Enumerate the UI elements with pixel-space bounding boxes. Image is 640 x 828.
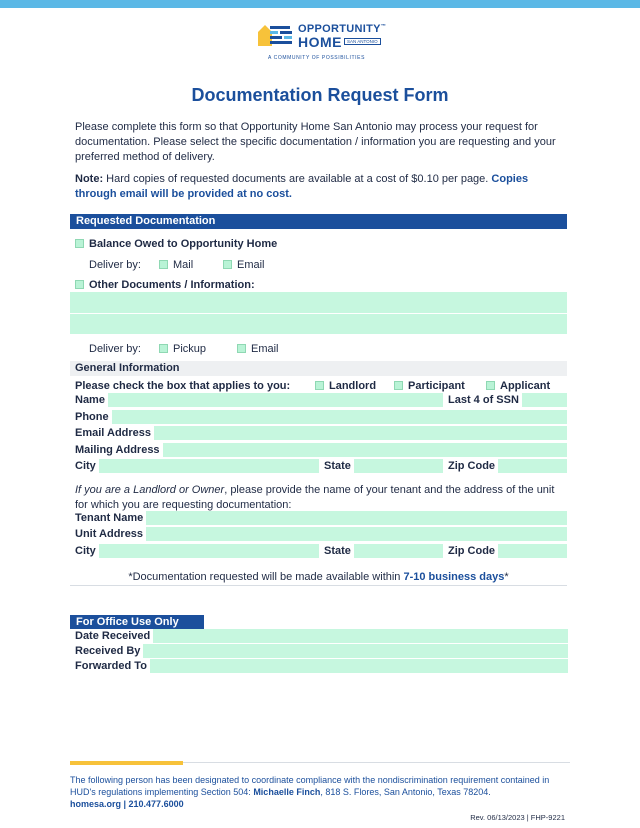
balance-owed-option[interactable]: Balance Owed to Opportunity Home [75, 237, 277, 251]
other-documents-option[interactable]: Other Documents / Information: [75, 278, 255, 292]
date-received-label: Date Received [70, 629, 153, 644]
landlord-option[interactable]: Landlord [315, 379, 376, 393]
logo-home: HOME [298, 34, 342, 50]
deliver-email-option-1[interactable]: Email [223, 258, 265, 272]
unit-address-row[interactable] [70, 527, 567, 542]
unit-address-label: Unit Address [70, 527, 146, 542]
pickup-checkbox[interactable] [159, 344, 168, 353]
balance-owed-checkbox[interactable] [75, 239, 84, 248]
received-by-row[interactable] [70, 644, 568, 659]
deliver-email-option-2[interactable]: Email [237, 342, 279, 356]
forwarded-to-row[interactable] [70, 659, 568, 674]
tenant-name-row[interactable] [70, 511, 567, 526]
tenant-city-state-zip-row[interactable] [70, 544, 567, 559]
tenant-zip-label: Zip Code [443, 544, 498, 559]
ssn-label: Last 4 of SSN [443, 393, 522, 408]
email-address-row[interactable] [70, 426, 567, 441]
intro-paragraph: Please complete this form so that Opportunity Home San Antonio may process your request for documentation. Please select the specific documentation / information you are requesting and your preferred method of delivery. [75, 121, 556, 163]
phone-label: Phone [70, 410, 112, 425]
zip-label: Zip Code [443, 459, 498, 474]
logo-tagline: A COMMUNITY OF POSSIBILITIES [268, 55, 365, 61]
logo-city: SAN ANTONIO [344, 38, 381, 45]
received-by-label: Received By [70, 644, 143, 659]
other-documents-checkbox[interactable] [75, 280, 84, 289]
deliver-pickup-option[interactable]: Pickup [159, 342, 206, 356]
footer-accent-bar [70, 761, 183, 765]
tenant-state-label: State [319, 544, 354, 559]
date-received-row[interactable] [70, 629, 568, 644]
email-checkbox-1[interactable] [223, 260, 232, 269]
logo-title: OPPORTUNITY™ [298, 23, 387, 35]
city-label: City [70, 459, 99, 474]
phone-row[interactable] [70, 410, 567, 425]
landlord-instructions: If you are a Landlord or Owner, please provide the name of your tenant and the address of the unit for which you are requesting documentation: [75, 484, 555, 511]
footer-contact[interactable]: homesa.org | 210.477.6000 [70, 799, 184, 809]
tenant-name-label: Tenant Name [70, 511, 146, 526]
state-label: State [319, 459, 354, 474]
form-title: Documentation Request Form [191, 85, 449, 105]
other-documents-field-2[interactable] [70, 314, 567, 334]
forwarded-to-label: Forwarded To [70, 659, 150, 674]
mailing-address-label: Mailing Address [70, 443, 163, 458]
top-color-bar [0, 0, 640, 8]
participant-checkbox[interactable] [394, 381, 403, 390]
requested-documentation-header: Requested Documentation [70, 214, 567, 229]
cost-note: Note: Hard copies of requested documents are available at a cost of $0.10 per page. Copies through email will be provided at no cost. [75, 173, 529, 200]
other-documents-field-1[interactable] [70, 292, 567, 313]
name-row[interactable] [70, 393, 567, 408]
deliver-by-row-1: Deliver by: [89, 259, 141, 271]
participant-option[interactable]: Participant [394, 379, 465, 393]
footer-notice: The following person has been designated to coordinate compliance with the nondiscrimination requirement contained in HUD's regulations implementing Section 504: Michaelle Finch, 818 S. Flores, San Antonio, Texas 78204. homesa.org | 210.477.6000 [70, 775, 550, 809]
general-information-header: General Information [70, 361, 567, 376]
logo-house-icon [256, 22, 296, 48]
deliver-by-row-2: Deliver by: [89, 343, 141, 355]
tenant-city-label: City [70, 544, 99, 559]
email-checkbox-2[interactable] [237, 344, 246, 353]
mail-checkbox[interactable] [159, 260, 168, 269]
revision-info: Rev. 06/13/2023 | FHP-9221 [470, 813, 565, 822]
city-state-zip-row[interactable] [70, 459, 567, 474]
deliver-mail-option[interactable]: Mail [159, 258, 193, 272]
applicant-option[interactable]: Applicant [486, 379, 550, 393]
landlord-checkbox[interactable] [315, 381, 324, 390]
applicant-checkbox[interactable] [486, 381, 495, 390]
email-address-label: Email Address [70, 426, 154, 441]
office-use-header: For Office Use Only [70, 615, 204, 629]
mailing-address-row[interactable] [70, 443, 567, 458]
applies-prompt: Please check the box that applies to you: [75, 380, 291, 392]
name-label: Name [70, 393, 108, 408]
availability-note: *Documentation requested will be made available within 7-10 business days* [70, 570, 567, 586]
